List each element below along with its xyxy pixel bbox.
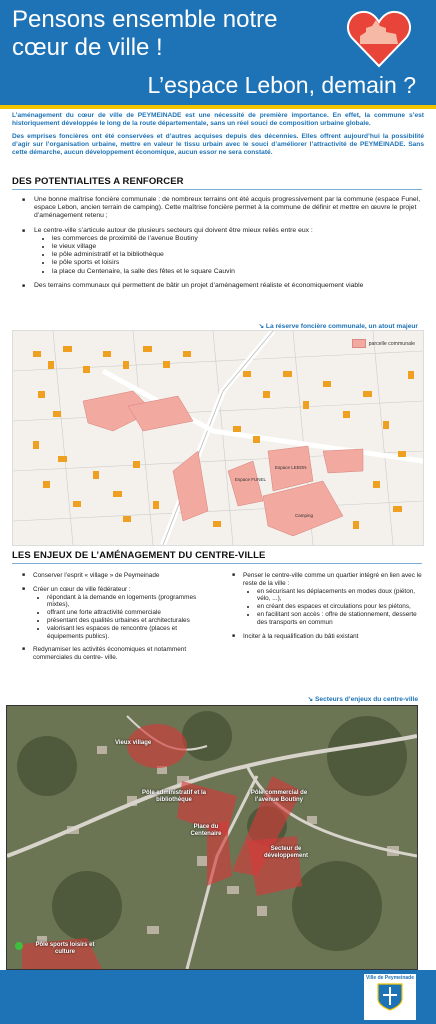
city-crest-icon	[375, 981, 405, 1011]
potentialites-list	[22, 196, 422, 296]
title-line-2: cœur de ville !	[12, 34, 163, 61]
footer-banner	[0, 970, 436, 1024]
map-legend	[352, 339, 415, 348]
list-item: • en créant des espaces et circulations pour les piétons,	[257, 603, 422, 611]
list-item: • en sécurisant les déplacements en modes doux (piéton, vélo, ...),	[257, 588, 422, 604]
bullet-secteurs-text: Le centre-ville s’articule autour de plusieurs secteurs qui doivent être mieux reliés entre eux :	[34, 226, 313, 234]
bullet-terrains: ■ Des terrains communaux qui permettent de bâtir un projet d’aménagement réaliste et économiquement viable	[22, 282, 422, 290]
section-title-potentialites: DES POTENTIALITES A RENFORCER	[12, 176, 184, 187]
list-item: • répondant à la demande en logements (programmes mixtes),	[47, 594, 212, 610]
photo-label-vieux-village: Vieux village	[115, 740, 152, 746]
list-item: • la place du Centenaire, la salle des fêtes et le square Cauvin	[52, 268, 422, 276]
photo-label-pole-admin: Pôle administratif et la bibliothèque	[141, 790, 207, 803]
photo-label-secteur: Secteur de développement	[263, 846, 308, 859]
bullet-requalification: ■ Inciter à la requalification du bâti existant	[232, 633, 422, 641]
list-item: • valorisant les espaces de rencontre (places et équipements publics).	[47, 625, 212, 641]
photo-label-pole-sports: Pôle sports loisirs et culture	[35, 942, 95, 955]
list-item: • les commerces de proximité de l’avenue Boutiny	[52, 235, 422, 243]
bullet-maitrise-fonciere: ■ Une bonne maîtrise foncière communale : de nombreux terrains ont été acquis progressivement par la commune (espace Funel, espace Lebon, ancien terrain de camping). Cette maîtrise foncière permet à la commune de définir et mettre en œuvre le projet d’aménagement retenu ;	[22, 196, 422, 221]
list-item: • en facilitant son accès : offre de stationnement, desserte des transports en commun	[257, 611, 422, 627]
title-line-1: Pensons ensemble notre	[12, 6, 278, 33]
intro-paragraph-1: L’aménagement du cœur de ville de PEYMEINADE est une nécessité de première importance. En effet, la commune s’est historiquement développée le long de la route départementale, sans un réel souci de composition urbaine globale.	[12, 112, 424, 127]
photo-label-pole-commercial: Pôle commercial de l’avenue Boutiny	[250, 790, 308, 803]
section-title-enjeux: LES ENJEUX DE L’AMÉNAGEMENT DU CENTRE-VILLE	[12, 550, 266, 561]
bullet-coeur-text: Créer un cœur de ville fédérateur :	[33, 585, 131, 593]
bullet-secteurs	[22, 227, 422, 276]
map-label-funel: Espace FUNEL	[235, 477, 267, 482]
page-title	[12, 6, 278, 62]
enjeux-left-column	[22, 572, 212, 668]
list-item: • présentant des qualités urbaines et architecturales	[47, 617, 212, 625]
page-subtitle: L’espace Lebon, demain ?	[147, 72, 416, 98]
list-item: • le pôle administratif et la bibliothèque	[52, 251, 422, 259]
aerial-photo	[6, 705, 418, 970]
photo-caption: ↘ Secteurs d’enjeux du centre-ville	[307, 696, 418, 703]
map-label-camping: Camping	[295, 513, 314, 518]
gold-divider	[0, 105, 436, 109]
list-item: • offrant une forte attractivité commerciale	[47, 609, 212, 617]
cadastre-map	[12, 330, 424, 546]
legend-swatch	[352, 339, 366, 348]
map-caption-text: La réserve foncière communale, un atout majeur	[265, 323, 418, 330]
map-caption: ↘ La réserve foncière communale, un atout majeur	[258, 323, 418, 330]
section-rule	[12, 189, 422, 190]
bullet-quartier-text: Penser le centre-ville comme un quartier intégré en lien avec le reste de la ville :	[243, 572, 422, 587]
intro-paragraph-2: Des emprises foncières ont été conservées et d’autres acquises depuis des décennies. Elles offrent aujourd’hui la possibilité d’agir sur l’organisation urbaine, mettre en valeur le tissu urbain avec le souci d’améliorer l’attractivité de PEYMEINADE. Sans cette démarche, aucun développement économique, aucun essor ne sera constaté.	[12, 133, 424, 156]
list-item: • le vieux village	[52, 243, 422, 251]
bullet-coeur-de-ville	[22, 586, 212, 641]
map-label-lebon: Espace LEBON	[275, 465, 307, 470]
bullet-redynamiser: ■ Redynamiser les activités économiques et notamment commerciales du centre- ville.	[22, 646, 212, 662]
list-item: • le pôle sports et loisirs	[52, 259, 422, 267]
enjeux-right-column	[232, 572, 422, 646]
intro-text	[12, 112, 424, 162]
heart-logo-icon	[346, 8, 412, 68]
section-rule	[12, 563, 422, 564]
photo-caption-text: Secteurs d’enjeux du centre-ville	[315, 696, 418, 703]
bullet-quartier-integre	[232, 572, 422, 627]
cadastre-map-drawing	[13, 331, 423, 545]
photo-label-place: Place du Centenaire	[190, 824, 222, 837]
legend-label: parcelle communale	[368, 340, 415, 347]
bullet-esprit-village: ■ Conserver l’esprit « village » de Peymeinade	[22, 572, 212, 580]
city-logo	[364, 974, 416, 1020]
city-logo-text: Ville de Peymeinade	[366, 975, 414, 981]
header-banner	[0, 0, 436, 105]
